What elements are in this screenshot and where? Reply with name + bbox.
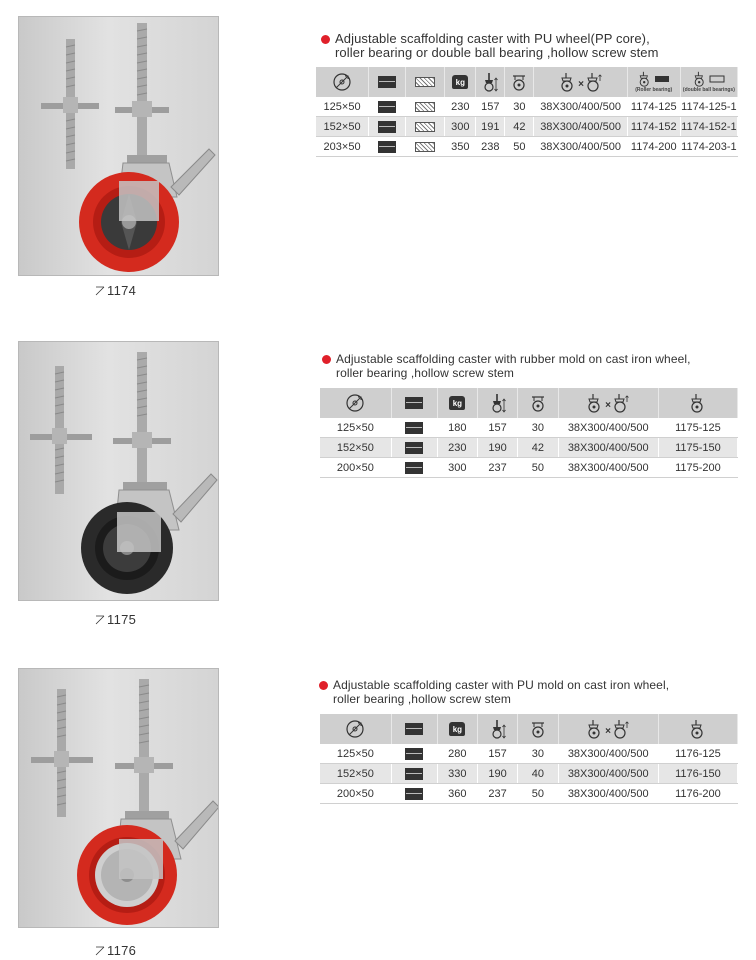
svg-text:×: × [605,726,612,737]
cell-stem: 38X300/400/500 [558,458,658,478]
cell-load: 230 [445,97,476,117]
cell-stem: 38X300/400/500 [558,438,658,458]
spec-table-1175 [320,388,738,478]
swivel-offset-icon [509,72,529,92]
table-row [316,97,738,117]
description-line-2: roller bearing ,hollow screw stem [336,366,515,380]
corner-mark-icon [95,615,105,625]
cell-load: 280 [437,744,477,764]
model-label [95,612,136,627]
overall-height-icon [488,719,508,739]
corner-mark-icon [95,946,105,956]
cell-size: 125×50 [320,744,391,764]
screw-stem-icon [585,719,631,739]
cell-code-double: 1174-125-1 [680,97,737,117]
table-row [316,137,738,157]
col-material [369,67,406,97]
cell-size: 125×50 [320,418,391,438]
cell-code-roller: 1174-125 [627,97,680,117]
load-weight-icon: kg [449,722,465,736]
col-stem [558,714,658,744]
cell-height: 157 [477,744,517,764]
cell-stem: 38X300/400/500 [534,137,627,157]
col-code [658,388,737,418]
cell-size: 200×50 [320,458,391,478]
cell-code-double: 1174-152-1 [680,117,737,137]
tread-material-icon [378,121,396,133]
model-label [95,943,136,958]
cell-code: 1176-125 [658,744,737,764]
bearing-icon [415,122,435,132]
cell-height: 238 [476,137,505,157]
tread-material-icon [378,76,396,88]
screw-stem-icon [585,393,631,413]
tread-material-icon [405,462,423,474]
tread-material-icon [405,442,423,454]
roller-bearing-sub: (Roller bearing) [635,87,673,93]
model-number: 1175 [107,612,137,627]
cell-material [391,458,437,478]
table-row [320,744,738,764]
cell-bearing [406,137,445,157]
cell-height: 190 [477,438,517,458]
cell-stem: 38X300/400/500 [558,744,658,764]
bearing-icon [415,142,435,152]
spec-table-1176 [320,714,738,804]
tread-material-icon [405,723,423,735]
cell-height: 157 [476,97,505,117]
cell-offset: 50 [505,137,534,157]
cell-height: 237 [477,458,517,478]
cell-load: 230 [437,438,477,458]
cell-load: 300 [445,117,476,137]
cell-size: 152×50 [320,438,391,458]
bearing-icon [415,77,435,87]
col-stem [558,388,658,418]
roller-bearing-icon [637,71,671,87]
wheel-diameter-icon [345,393,365,413]
col-offset [518,388,558,418]
col-code [658,714,737,744]
model-number: 1176 [107,943,137,958]
swivel-offset-icon [528,719,548,739]
cell-load: 330 [437,764,477,784]
col-offset [518,714,558,744]
cell-offset: 50 [518,458,558,478]
cell-height: 191 [476,117,505,137]
bullet-dot-icon [321,35,330,44]
product-photo-1175 [18,341,219,601]
cell-material [391,438,437,458]
tread-material-icon [378,101,396,113]
cell-stem: 38X300/400/500 [534,117,627,137]
cell-offset: 30 [518,418,558,438]
cell-offset: 42 [505,117,534,137]
tread-material-icon [405,768,423,780]
col-height [477,388,517,418]
cell-material [369,117,406,137]
swivel-offset-icon [528,393,548,413]
spec-table-1174 [316,67,738,157]
cell-material [391,784,437,804]
col-code-double [680,67,737,97]
cell-offset: 50 [518,784,558,804]
load-weight-icon: kg [452,75,468,89]
bullet-dot-icon [319,681,328,690]
bearing-icon [415,102,435,112]
tread-material-icon [405,748,423,760]
cell-bearing [406,117,445,137]
table-header-row [320,714,738,744]
cell-code: 1175-125 [658,418,737,438]
cell-size: 203×50 [316,137,369,157]
description-line-1: Adjustable scaffolding caster with PU mold on cast iron wheel, [333,678,670,692]
table-row [320,418,738,438]
col-height [476,67,505,97]
cell-bearing [406,97,445,117]
cell-size: 152×50 [316,117,369,137]
wheel-diameter-icon [332,72,352,92]
cell-stem: 38X300/400/500 [558,784,658,804]
cell-stem: 38X300/400/500 [534,97,627,117]
description-line-1: Adjustable scaffolding caster with PU wheel(PP core), [335,31,650,46]
wheel-diameter-icon [345,719,365,739]
cell-code-double: 1174-203-1 [680,137,737,157]
cell-code: 1175-150 [658,438,737,458]
overall-height-icon [480,72,500,92]
cell-material [391,744,437,764]
product-description [336,352,691,380]
tread-material-icon [378,141,396,153]
tread-material-icon [405,788,423,800]
cell-offset: 42 [518,438,558,458]
col-offset [505,67,534,97]
bullet-dot-icon [322,355,331,364]
table-row [320,458,738,478]
cell-stem: 38X300/400/500 [558,764,658,784]
col-wheel-size [320,388,391,418]
product-photo-1176 [18,668,219,928]
cell-code: 1176-200 [658,784,737,804]
description-line-2: roller bearing or double ball bearing ,hollow screw stem [335,45,659,60]
col-code-roller [627,67,680,97]
cell-material [391,418,437,438]
cell-size: 200×50 [320,784,391,804]
cell-stem: 38X300/400/500 [558,418,658,438]
corner-mark-icon [95,286,105,296]
cell-material [369,97,406,117]
col-material [391,714,437,744]
product-description [333,678,669,706]
load-weight-icon: kg [449,396,465,410]
tread-material-icon [405,397,423,409]
description-line-2: roller bearing ,hollow screw stem [333,692,512,706]
caster-model-icon [688,393,708,413]
col-wheel-size [316,67,369,97]
double-ball-bearing-sub: (double ball bearings) [682,87,735,93]
product-description [335,32,659,60]
col-material [391,388,437,418]
cell-material [391,764,437,784]
double-ball-bearing-icon [692,71,726,87]
cell-load: 360 [437,784,477,804]
table-row [320,784,738,804]
col-load [437,388,477,418]
cell-code: 1176-150 [658,764,737,784]
table-row [320,764,738,784]
table-header-row [316,67,738,97]
cell-offset: 30 [518,744,558,764]
table-row [320,438,738,458]
cell-code: 1175-200 [658,458,737,478]
cell-offset: 40 [518,764,558,784]
caster-model-icon [688,719,708,739]
description-line-1: Adjustable scaffolding caster with rubber mold on cast iron wheel, [336,352,691,366]
svg-text:×: × [577,79,584,90]
col-height [477,714,517,744]
svg-text:×: × [605,400,612,411]
table-header-row [320,388,738,418]
product-photo-1174 [18,16,219,276]
cell-size: 152×50 [320,764,391,784]
cell-offset: 30 [505,97,534,117]
col-load [445,67,476,97]
cell-material [369,137,406,157]
col-stem [534,67,627,97]
cell-load: 180 [437,418,477,438]
cell-height: 190 [477,764,517,784]
screw-stem-icon [558,72,604,92]
table-row [316,117,738,137]
cell-height: 157 [477,418,517,438]
cell-load: 300 [437,458,477,478]
model-label [95,283,136,298]
cell-height: 237 [477,784,517,804]
col-bearing [406,67,445,97]
model-number: 1174 [107,283,137,298]
col-wheel-size [320,714,391,744]
cell-code-roller: 1174-200 [627,137,680,157]
overall-height-icon [488,393,508,413]
cell-code-roller: 1174-152 [627,117,680,137]
col-load [437,714,477,744]
tread-material-icon [405,422,423,434]
cell-size: 125×50 [316,97,369,117]
cell-load: 350 [445,137,476,157]
